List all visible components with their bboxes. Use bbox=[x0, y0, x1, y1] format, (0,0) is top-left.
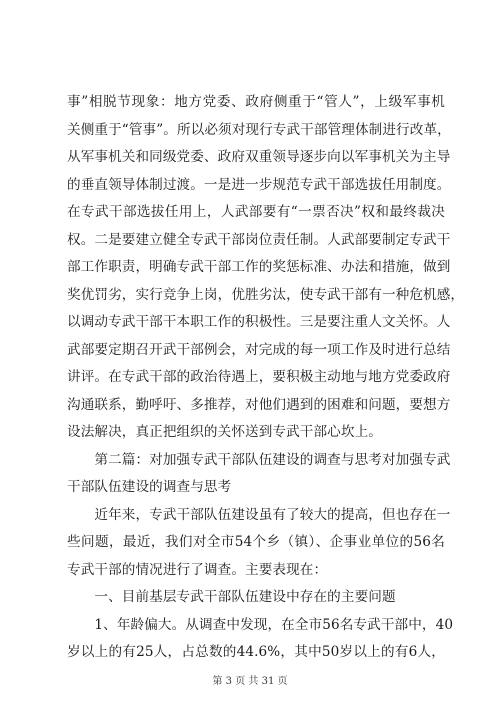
text-line: 近年来，专武干部队伍建设虽有了较大的提高，但也存在一 bbox=[67, 506, 451, 523]
subheading-line: 一、目前基层专武干部队伍建设中存在的主要问题 bbox=[67, 589, 396, 605]
text-line: 专武干部的情况进行了调查。主要表现在： bbox=[67, 561, 328, 578]
text-line: 的垂直领导体制过渡。一是进一步规范专武干部选拔任用制度。 bbox=[67, 176, 451, 193]
text-line: 以调动专武干部干本职工作的积极性。三是要注重人文关怀。人 bbox=[67, 314, 451, 330]
text-line: 权。二是要建立健全专武干部岗位责任制。人武部要制定专武干 bbox=[67, 231, 451, 248]
text-line: 沟通联系，勤呼吁、多推荐，对他们遇到的困难和问题，要想方 bbox=[67, 396, 451, 413]
text-line: 武部要定期召开武干部例会，对完成的每一项工作及时进行总结 bbox=[67, 341, 451, 358]
section-heading-line: 干部队伍建设的调查与思考 bbox=[67, 479, 232, 495]
text-line: 岁以上的有25人，占总数的44.6%，其中50岁以上的有6人， bbox=[67, 644, 445, 660]
text-line: 事”相脱节现象：地方党委、政府侧重于“管人”，上级军事机 bbox=[67, 94, 445, 110]
text-line: 1、年龄偏大。从调查中发现，在全市56名专武干部中，40 bbox=[67, 616, 454, 633]
text-line: 讲评。在专武干部的政治待遇上，要积极主动地与地方党委政府 bbox=[67, 369, 451, 385]
text-line: 从军事机关和同级党委、政府双重领导逐步向以军事机关为主导 bbox=[67, 149, 451, 165]
body-text bbox=[67, 89, 465, 667]
text-line: 些问题，最近，我们对全市54个乡（镇）、企事业单位的56名 bbox=[67, 534, 445, 550]
page-footer: 第 3 页 共 31 页 bbox=[212, 676, 288, 687]
text-line: 设法解决，真正把组织的关怀送到专武干部心坎上。 bbox=[67, 424, 382, 440]
text-line: 部工作职责，明确专武干部工作的奖惩标准、办法和措施，做到 bbox=[67, 259, 451, 275]
section-heading-line: 第二篇：对加强专武干部队伍建设的调查与思考对加强专武 bbox=[67, 451, 451, 468]
text-line: 在专武干部选拔任用上，人武部要有“一票否决”权和最终裁决 bbox=[67, 204, 445, 220]
text-line: 奖优罚劣，实行竞争上岗，优胜劣汰，使专武干部有一种危机感， bbox=[67, 286, 465, 303]
text-line: 关侧重于“管事”。所以必须对现行专武干部管理体制进行改革， bbox=[67, 121, 451, 138]
